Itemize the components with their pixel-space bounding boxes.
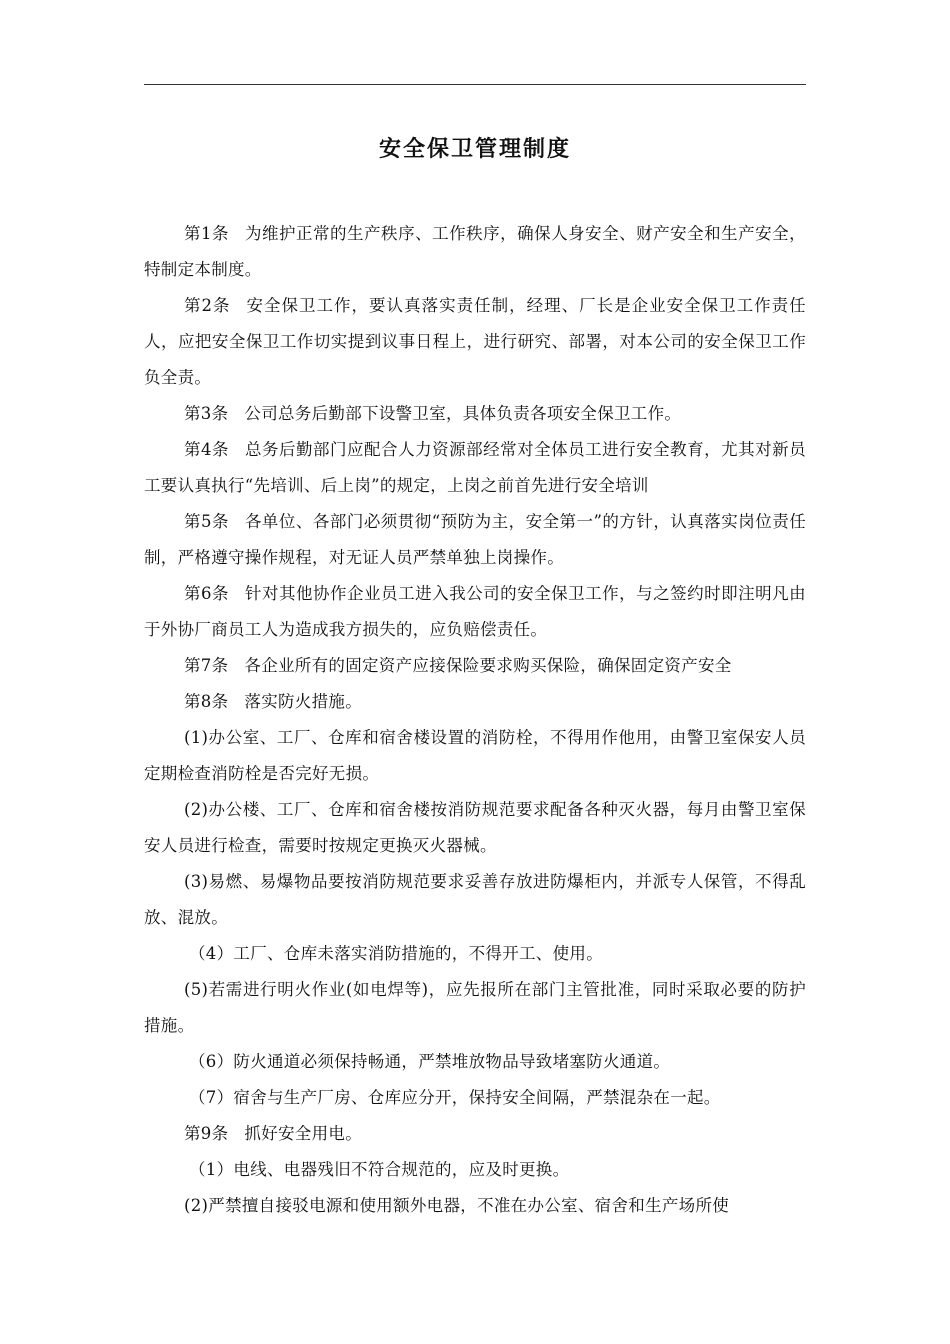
article-1	[144, 216, 806, 288]
item-text: (1)办公室、工厂、仓库和宿舍楼设置的消防栓，不得用作他用，由警卫室保安人员定期检查消防栓是否完好无损。	[144, 728, 806, 783]
article-label: 第5条	[184, 512, 229, 531]
article-text: 落实防火措施。	[244, 692, 363, 711]
header-rule	[144, 84, 806, 85]
article-8	[144, 684, 806, 720]
fire-item-1	[144, 720, 806, 792]
article-label: 第1条	[184, 224, 230, 243]
article-text: 抓好安全用电。	[244, 1124, 363, 1143]
article-6	[144, 576, 806, 648]
article-4	[144, 432, 806, 504]
article-text: 各企业所有的固定资产应接保险要求购买保险，确保固定资产安全	[244, 656, 732, 675]
article-text: 各单位、各部门必须贯彻“预防为主，安全第一”的方针，认真落实岗位责任制，严格遵守操作规程，对无证人员严禁单独上岗操作。	[144, 512, 806, 567]
item-text: (2)办公楼、工厂、仓库和宿舍楼按消防规范要求配备各种灭火器，每月由警卫室保安人员进行检查，需要时按规定更换灭火器械。	[144, 800, 806, 855]
article-label: 第7条	[184, 656, 229, 675]
power-item-2	[144, 1188, 806, 1224]
article-label: 第4条	[184, 440, 230, 459]
document-title: 安全保卫管理制度	[378, 136, 571, 162]
fire-item-6	[144, 1044, 806, 1080]
article-label: 第8条	[184, 692, 229, 711]
article-text: 总务后勤部门应配合人力资源部经常对全体员工进行安全教育，尤其对新员工要认真执行“先培训、后上岗”的规定，上岗之前首先进行安全培训	[144, 440, 806, 495]
fire-item-3	[144, 864, 806, 936]
article-text: 公司总务后勤部下设警卫室，具体负责各项安全保卫工作。	[244, 404, 682, 423]
document-body	[144, 216, 806, 1224]
article-label: 第3条	[184, 404, 229, 423]
item-text: （4）工厂、仓库未落实消防措施的，不得开工、使用。	[189, 944, 603, 963]
article-2	[144, 288, 806, 396]
fire-item-4	[144, 936, 806, 972]
item-text: （6）防火通道必须保持畅通，严禁堆放物品导致堵塞防火通道。	[189, 1052, 671, 1071]
article-text: 针对其他协作企业员工进入我公司的安全保卫工作，与之签约时即注明凡由于外协厂商员工人为造成我方损失的，应负赔偿责任。	[144, 584, 806, 639]
power-item-1	[144, 1152, 806, 1188]
item-text: (2)严禁擅自接驳电源和使用额外电器，不准在办公室、宿舍和生产场所使	[184, 1196, 730, 1215]
item-text: （7）宿舍与生产厂房、仓库应分开，保持安全间隔，严禁混杂在一起。	[189, 1088, 721, 1107]
article-7	[144, 648, 806, 684]
article-5	[144, 504, 806, 576]
article-label: 第9条	[184, 1124, 229, 1143]
article-label: 第2条	[184, 296, 231, 315]
article-text: 安全保卫工作，要认真落实责任制，经理、厂长是企业安全保卫工作责任人，应把安全保卫工作切实提到议事日程上，进行研究、部署，对本公司的安全保卫工作负全责。	[144, 296, 806, 387]
fire-item-7	[144, 1080, 806, 1116]
article-9	[144, 1116, 806, 1152]
article-text: 为维护正常的生产秩序、工作秩序，确保人身安全、财产安全和生产安全，特制定本制度。	[144, 224, 806, 279]
article-3	[144, 396, 806, 432]
fire-item-2	[144, 792, 806, 864]
item-text: (5)若需进行明火作业(如电焊等)，应先报所在部门主管批准，同时采取必要的防护措施。	[144, 980, 806, 1035]
article-label: 第6条	[184, 584, 230, 603]
item-text: （1）电线、电器残旧不符合规范的，应及时更换。	[189, 1160, 570, 1179]
fire-item-5	[144, 972, 806, 1044]
item-text: (3)易燃、易爆物品要按消防规范要求妥善存放进防爆柜内，并派专人保管，不得乱放、混放。	[144, 872, 806, 927]
